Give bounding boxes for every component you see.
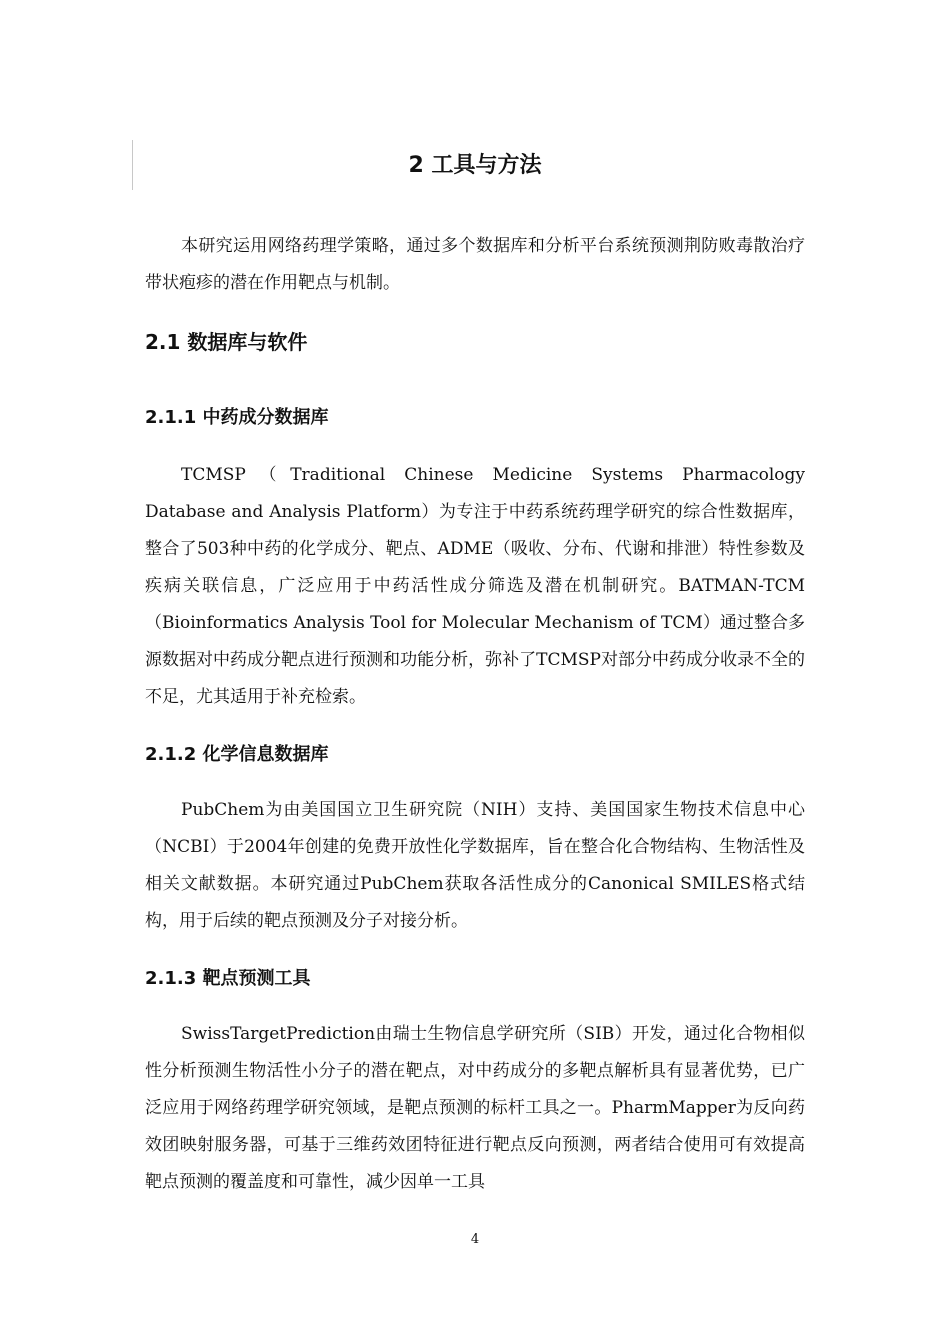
- section-2-1-3-heading: 2.1.3 靶点预测工具: [145, 968, 311, 989]
- page-number: 4: [470, 1232, 480, 1247]
- section-2-1-1-heading: 2.1.1 中药成分数据库: [145, 407, 329, 428]
- chapter-title: 2 工具与方法: [408, 153, 542, 178]
- section-2-1-3-body: SwissTargetPrediction由瑞士生物信息学研究所（SIB）开发，通过化合物相似性分析预测生物活性小分子的潜在靶点，对中药成分的多靶点解析具有显著优势，已广泛应用于网络药理学研究领域，是靶点预测的标杆工具之一。PharmMapper为反向药效团映射服务器，可基于三维药效团特征进行靶点反向预测，两者结合使用可有效提高靶点预测的覆盖度和可靠性，减少因单一工具: [145, 1024, 805, 1192]
- intro-paragraph: 本研究运用网络药理学策略，通过多个数据库和分析平台系统预测荆防败毒散治疗带状疱疹的潜在作用靶点与机制。: [145, 236, 805, 293]
- section-2-1-2-heading: 2.1.2 化学信息数据库: [145, 744, 329, 765]
- section-2-1-1-body: TCMSP（Traditional Chinese Medicine Systems Pharmacology Database and Analysis Platform）为专注于中药系统药理学研究的综合性数据库，整合了503种中药的化学成分、靶点、ADME（吸收、分布、代谢和排泄）特性参数及疾病关联信息，广泛应用于中药活性成分筛选及潜在机制研究。BATMAN-TCM（Bioinformatics Analysis Tool for Molecular Mechanism of TCM）通过整合多源数据对中药成分靶点进行预测和功能分析，弥补了TCMSP对部分中药成分收录不全的不足，尤其适用于补充检索。: [145, 465, 805, 707]
- section-2-1-heading: 2.1 数据库与软件: [145, 330, 308, 354]
- section-2-1-2-body: PubChem为由美国国立卫生研究院（NIH）支持、美国国家生物技术信息中心（NCBI）于2004年创建的免费开放性化学数据库，旨在整合化合物结构、生物活性及相关文献数据。本研究通过PubChem获取各活性成分的Canonical SMILES格式结构，用于后续的靶点预测及分子对接分析。: [145, 800, 805, 931]
